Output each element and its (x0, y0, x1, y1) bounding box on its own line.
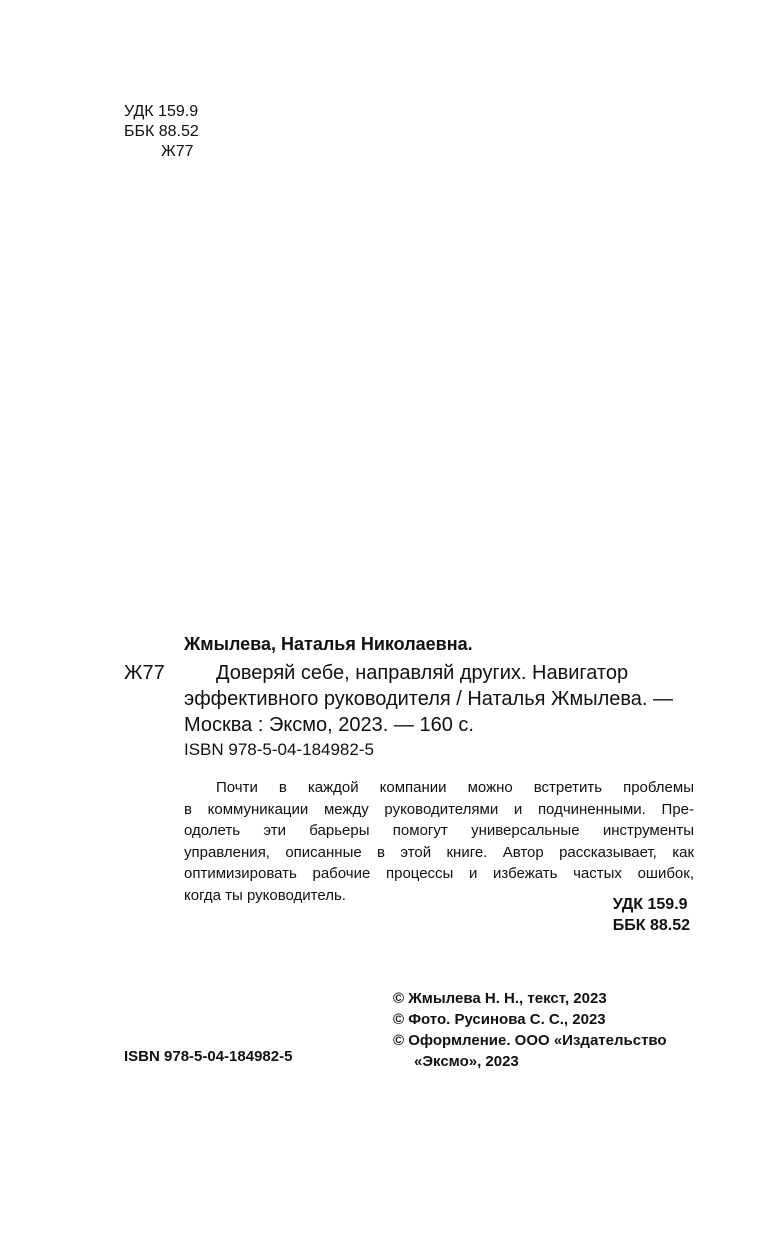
annotation-line: оптимизировать рабочие процессы и избежать частых ошибок, (184, 865, 694, 882)
copyright-line: © Фото. Русинова С. С., 2023 (393, 1011, 606, 1028)
top-classification-codes (124, 102, 199, 162)
entry-author-sign: Ж77 (124, 662, 165, 684)
copyright-notices (393, 988, 667, 1072)
annotation-line: когда ты руководитель. (184, 886, 346, 904)
bbk-code: ББК 88.52 (612, 917, 690, 934)
annotation-line: Почти в каждой компании можно встретить проблемы (216, 779, 694, 796)
title-line: Москва : Эксмо, 2023. — 160 с. (184, 714, 474, 736)
udk-code: УДК 159.9 (124, 103, 199, 120)
copyright-line: © Оформление. ООО «Издательство (393, 1032, 667, 1049)
annotation-line: в коммуникации между руководителями и подчиненными. Пре- (184, 800, 694, 818)
entry-title-block (184, 660, 694, 738)
copyright-line: © Жмылева Н. Н., текст, 2023 (393, 990, 607, 1007)
annotation-line: одолеть эти барьеры помогут универсальные инструменты (184, 822, 694, 839)
bottom-classification-codes (613, 894, 690, 936)
udk-code: УДК 159.9 (612, 896, 688, 913)
annotation-line: управления, описанные в этой книге. Автор рассказывает, как (184, 843, 694, 861)
author-sign: Ж77 (161, 143, 194, 160)
entry-author: Жмылева, Наталья Николаевна. (184, 634, 473, 654)
title-line: Доверяй себе, направляй других. Навигатор (216, 662, 629, 684)
copyright-line: «Эксмо», 2023 (414, 1053, 519, 1070)
title-line: эффективного руководителя / Наталья Жмылева. — (184, 688, 674, 710)
isbn-bottom: ISBN 978-5-04-184982-5 (124, 1048, 293, 1065)
annotation (184, 777, 694, 906)
entry-isbn: ISBN 978-5-04-184982-5 (184, 740, 374, 759)
bbk-code: ББК 88.52 (124, 123, 199, 140)
